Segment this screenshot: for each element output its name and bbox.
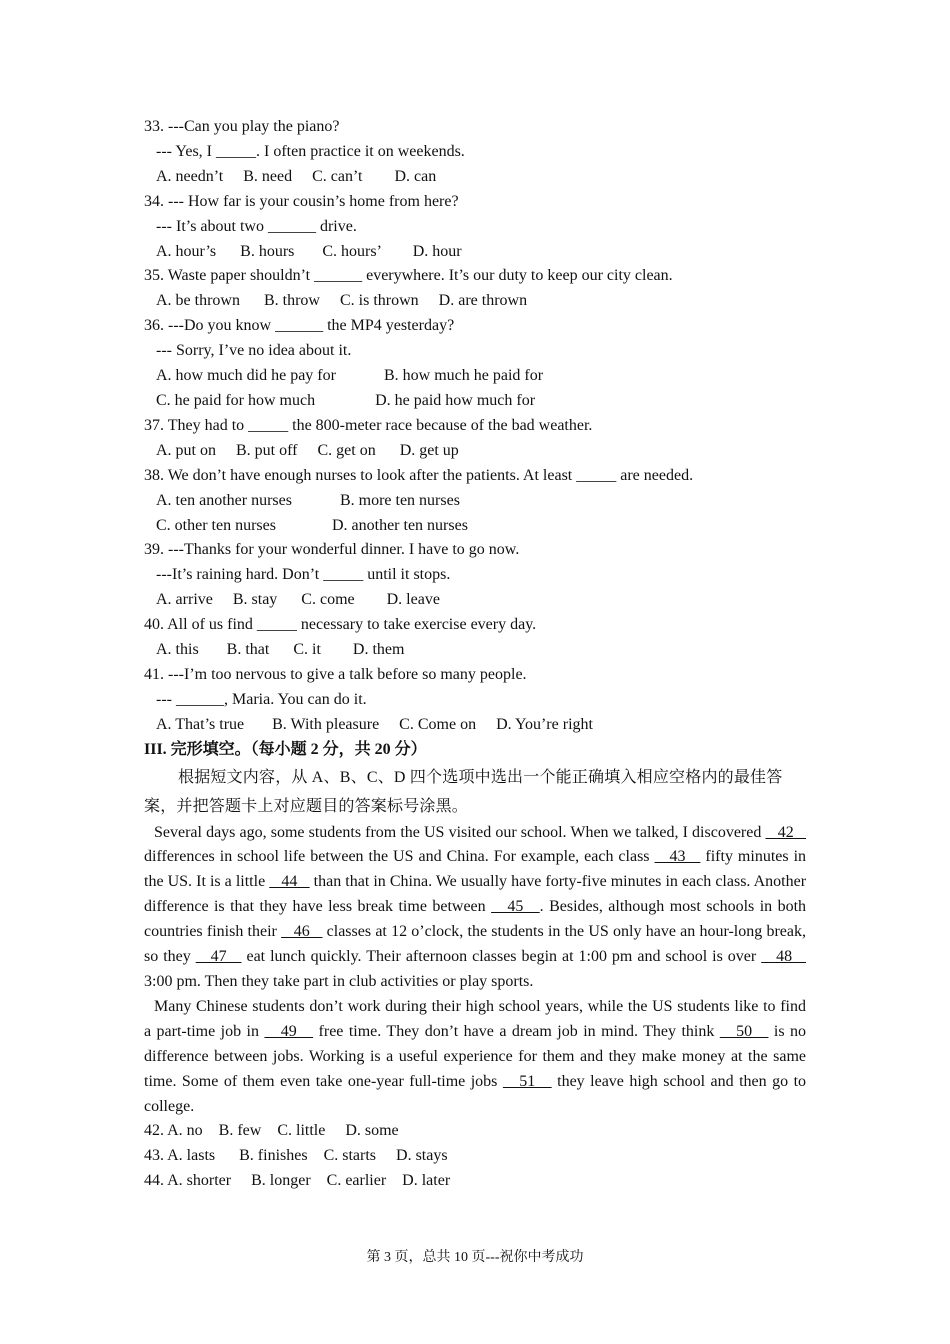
cloze-blank: 46: [281, 923, 323, 941]
question-stem: 38. We don’t have enough nurses to look after the patients. At least _____ are needed.: [144, 466, 694, 484]
question-q35: [144, 264, 806, 314]
cloze-option-list: [144, 1119, 806, 1194]
cloze-blank: 51: [502, 1072, 552, 1090]
question-q33: [144, 115, 806, 190]
question-stem: 36. ---Do you know ______ the MP4 yesterday?: [144, 317, 455, 335]
section-instruction: 根据短文内容，从 A、B、C、D 四个选项中选出一个能正确填入相应空格内的最佳答案，并把答题卡上对应题目的答案标号涂黑。: [144, 768, 783, 815]
question-options: A. ten another nurses B. more ten nurses: [156, 491, 460, 509]
cloze-blank: 50: [719, 1022, 769, 1040]
question-q38: [144, 464, 806, 539]
question-options: A. be thrown B. throw C. is thrown D. are thrown: [156, 292, 528, 310]
question-q36: [144, 314, 806, 414]
question-stem: 37. They had to _____ the 800-meter race because of the bad weather.: [144, 416, 593, 434]
question-options: C. he paid for how much D. he paid how much for: [156, 391, 536, 409]
question-dialogue-line: ---It’s raining hard. Don’t _____ until it stops.: [156, 566, 451, 584]
question-dialogue-line: --- Yes, I _____. I often practice it on weekends.: [156, 142, 465, 160]
question-options: A. arrive B. stay C. come D. leave: [156, 591, 440, 609]
question-stem: 34. --- How far is your cousin’s home from here?: [144, 192, 459, 210]
question-stem: 33. ---Can you play the piano?: [144, 118, 340, 135]
question-options: C. other ten nurses D. another ten nurses: [156, 516, 468, 534]
cloze-blank: 43: [654, 848, 701, 866]
question-stem: 35. Waste paper shouldn’t ______ everywhere. It’s our duty to keep our city clean.: [144, 267, 673, 285]
cloze-blank: 48: [761, 948, 807, 966]
question-stem: 40. All of us find _____ necessary to take exercise every day.: [144, 616, 537, 634]
cloze-blank: 42: [765, 823, 806, 841]
question-options: A. put on B. put off C. get on D. get up: [156, 441, 459, 459]
question-q34: [144, 190, 806, 265]
page-footer: 第 3 页，总共 10 页---祝你中考成功: [366, 1250, 584, 1265]
cloze-option-row: 43. A. lasts B. finishes C. starts D. stays: [144, 1147, 448, 1165]
cloze-blank: 44: [269, 873, 310, 891]
question-dialogue-line: --- It’s about two ______ drive.: [156, 217, 357, 235]
question-list: [144, 115, 806, 738]
section-heading: III. 完形填空。（每小题 2 分，共 20 分）: [144, 740, 427, 758]
question-stem: 39. ---Thanks for your wonderful dinner. I have to go now.: [144, 541, 520, 559]
cloze-option-row: 44. A. shorter B. longer C. earlier D. later: [144, 1172, 451, 1190]
question-q40: [144, 613, 806, 663]
question-dialogue-line: --- Sorry, I’ve no idea about it.: [156, 342, 352, 360]
question-q39: [144, 538, 806, 613]
question-options: A. hour’s B. hours C. hours’ D. hour: [156, 242, 462, 260]
question-options: A. That’s true B. With pleasure C. Come on D. You’re right: [156, 715, 593, 733]
cloze-blank: 47: [195, 948, 242, 966]
cloze-blank: 45: [491, 898, 540, 916]
question-q41: [144, 663, 806, 738]
question-options: A. this B. that C. it D. them: [156, 641, 405, 659]
cloze-blank: 49: [264, 1022, 314, 1040]
cloze-option-row: 42. A. no B. few C. little D. some: [144, 1122, 399, 1140]
passage-paragraph-2: Many Chinese students don’t work during their high school years, while the US students like to find a part-time job in 49 free time. They don’t have a dream job in mind. They think 50 is no difference between jobs. Working is a useful experience for them and they make money at the same time. Some of them even take one-year full-time jobs 51 they leave high school and then go to college.: [144, 997, 807, 1115]
exam-content: [144, 115, 806, 1194]
question-stem: 41. ---I’m too nervous to give a talk before so many people.: [144, 665, 527, 683]
question-options: A. how much did he pay for B. how much he paid for: [156, 367, 544, 385]
question-q37: [144, 414, 806, 464]
question-options: A. needn’t B. need C. can’t D. can: [156, 167, 437, 185]
passage-paragraph-1: Several days ago, some students from the US visited our school. When we talked, I discovered 42 differences in school life between the US and China. For example, each class 43 fifty minutes in the US. It is a little 44 than that in China. We usually have forty-five minutes in each class. Another difference is that they have less break time between 45 . Besides, although most schools in both countries finish their 46 classes at 12 o’clock, the students in the US only have an hour-long break, so they 47 eat lunch quickly. Their afternoon classes begin at 1:00 pm and school is over 48 3:00 pm. Then they take part in club activities or play sports.: [144, 823, 807, 990]
question-dialogue-line: --- ______, Maria. You can do it.: [156, 690, 367, 708]
